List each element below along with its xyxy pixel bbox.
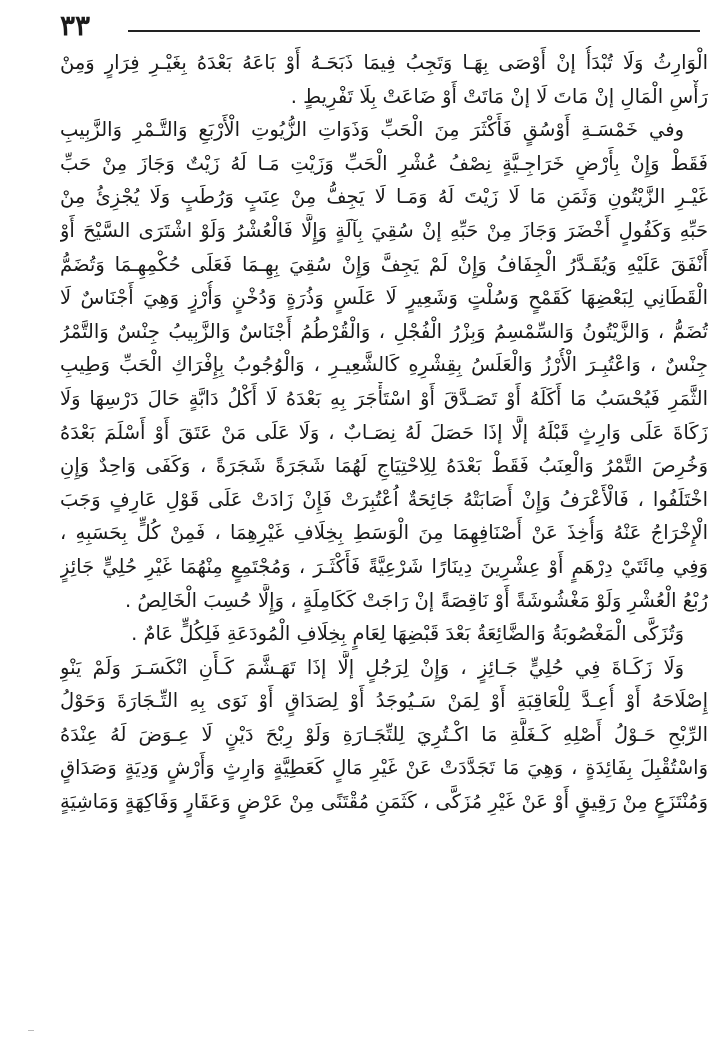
text-line: وَلَا زَكَـاةَ فِي حُلِيٍّ جَـائِزٍ ، وَإِنْ لِرَجُلٍ إلَّا إذَا تَهَـشَّمَ كَـأَنِ انْكَسَـرَ وَلَمْ يَنْوِ — [60, 655, 684, 679]
text-line: الْقَطَانِي لِبَعْضِهَا كَقَمْحٍ وَسُلْتٍ وَشَعِيرٍ لَا عَلَسٍ وَذُرَةٍ وَدُخْنٍ وَأُرْزٍ وَهِيَ أَجْنَاسٌ لَا — [60, 286, 708, 310]
text-line: وفي خَمْسَـةِ أَوْسُقٍ فَأَكْثَرَ مِنَ الْحَبِّ وَذَوَاتِ الزُّيُوتِ الْأَرْبَعِ وَالتَّـمْرِ وَالزَّبِيبِ — [60, 118, 684, 142]
text-line: رَأْسِ الْمَالِ إنْ مَاتَ لَا إنْ مَاتَتْ أَوْ ضَاعَتْ بِلَا تَفْرِيطٍ . — [290, 84, 708, 108]
text-line: وَفِي مِائَتَيْ دِرْهَمٍ أَوْ عِشْرِينَ دِينَارًا شَرْعِيَّةً فَأَكْثَـرَ ، وَمُجْتَمِعٍ مِنْهُمَا غَيْرِ حُلِيٍّ جَائِزٍ — [60, 554, 708, 578]
text-line: وَمُنْتَزَعٍ مِنْ رَقِيقٍ أَوْ عَنْ غَيْرِ مُزَكًّى ، كَثَمَنِ مُقْتَنًى مِنْ عَرْضٍ وَعَقَارٍ وَفَاكِهَةٍ وَمَاشِيَةٍ — [60, 790, 708, 814]
text-line: وَتُزَكَّى الْمَغْصُوبَةُ وَالضَّائِعَةُ بَعْدَ قَبْضِهَا لِعَامٍ بِخِلَافِ الْمُودَعَةِ فَلِكُلٍّ عَامٌ . — [131, 622, 684, 646]
text-line: تُضَمُّ ، وَالزَّيْتُونُ وَالسِّمْسِمُ وَبِزْرُ الْفُجْلِ ، وَالْقُرْطُمُ أَجْنَاسٌ وَالزَّبِيبُ جِنْسٌ وَالتَّمْرُ — [60, 319, 708, 343]
text-line: زَكَاةَ عَلَى وَارِثٍ قَبْلَهُ إلَّا إذَا حَصَلَ لَهُ نِصَـابٌ ، وَلَا عَلَى مَنْ عَتَقَ أَوْ أَسْلَمَ بَعْدَهُ — [60, 420, 708, 444]
text-line: وَاسْتُقْبِلَ بِفَائِدَةٍ ، وَهِيَ مَا تَجَدَّدَتْ عَنْ غَيْرِ مَالٍ كَعَطِيَّةٍ وَارِثٍ وَأَرْشٍ وَدِيَةٍ وَصَدَاقٍ — [60, 756, 708, 780]
header-rule — [128, 30, 700, 32]
text-line: الْإِخْرَاجُ عَنْهُ وَأُخِذَ عَنْ أَصْنَافِهِمَا مِنَ الْوَسَطِ بِخِلَافِ غَيْرِهِمَا ، فَمِنْ كُلٍّ بِحَسَبِهِ ، — [60, 521, 708, 545]
text-body — [60, 46, 708, 819]
text-line: الثَّمَرِ فَيُحْسَبُ مَا أَكَلَهُ أَوْ تَصَـدَّقَ أَوْ اسْتَأْجَرَ بِهِ بَعْدَهُ لَا أَكْلُ دَابَّةٍ حَالَ دَرْسِهَا وَلَا — [60, 386, 708, 410]
text-line: وَخُرِصَ التَّمْرُ وَالْعِنَبُ فَقَطْ بَعْدَهُ لِلِاحْتِيَاجِ لَهُمَا شَجَرَةً شَجَرَةً ، وَكَفَى وَاحِدٌ وَإِنِ — [60, 454, 708, 478]
text-line: إِصْلَاحَهُ أَوْ أُعِـدَّ لِلْعَاقِبَةِ أَوْ لِمَنْ سَـيُوجَدُ أَوْ لِصَدَاقٍ أَوْ نَوَى بِهِ التِّـجَارَةَ وَحَوْلُ — [60, 689, 708, 713]
text-line: غَيْـرِ الزَّيْتُونِ وَثَمَنِ مَا لَا زَيْتَ لَهُ وَمَـا لَا يَجِفُّ مِنْ عِنَبٍ وَرُطَبٍ وَلَا يُجْزِئُ مِنْ — [60, 185, 708, 209]
page-number: ٣٣ — [60, 9, 91, 42]
text-line: فَقَطْ وَإِنْ بِأَرْضٍ خَرَاجِـيَّةٍ نِصْفُ عُشْرِ الْحَبِّ وَزَيْتِ مَـا لَهُ زَيْتٌ وَجَازَ مِنْ حَبِّ — [60, 151, 708, 175]
text-line: الْوَارِثُ وَلَا تُبْدَأُ إنْ أَوْصَى بِهَـا وَتَجِبُ فِيمَا ذَبَحَـهُ أَوْ بَاعَهُ بَعْدَهُ بِغَيْـرِ فِرَارٍ وَمِنْ — [60, 51, 708, 74]
text-line: حَبِّهِ وَكَفُولٍ أَخْضَرَ وَجَازَ مِنْ حَبِّهِ إنْ سُقِيَ بِآلَةٍ وَإِلَّا فَالْعُشْرُ وَلَوْ اشْتَرَى السَّيْحَ أَوْ — [60, 218, 708, 242]
text-line: الرِّبْحِ حَـوْلُ أَصْلِهِ كَـغَلَّةِ مَا اكْـتُرِيَ لِلتِّجَـارَةِ وَلَوْ رِبْحَ دَيْنٍ لَا عِـوَضَ لَهُ عِنْدَهُ — [60, 722, 708, 746]
text-line: رُبْعُ الْعُشْرِ وَلَوْ مَغْشُوشَةً أَوْ نَاقِصَةً إنْ رَاجَتْ كَكَامِلَةٍ ، وَإِلَّا حُسِبَ الْخَالِصُ . — [124, 588, 708, 612]
text-line: جِنْسٌ ، وَاعْتُبِـرَ الْأُرْزُ وَالْعَلَسُ بِقِشْرِهِ كَالشَّعِيـرِ ، وَالْوُجُوبُ بِإِفْرَاكِ الْحَبِّ وَطِيبِ — [60, 353, 708, 377]
page-header — [60, 8, 700, 48]
text-line: أَنْفَقَ عَلَيْهِ وَيُقَـدَّرُ الْجِفَافُ وَإِنْ لَمْ يَجِفَّ وَإِنْ سُقِيَ بِهِـمَا فَعَلَى حُكْمِهِـمَا وَتُضَمُّ — [60, 252, 708, 276]
text-line: اخْتَلَفُوا ، فَالْأَعْرَفُ وَإِنْ أَصَابَتْهُ جَائِحَةٌ اُعْتُبِرَتْ فَإِنْ زَادَتْ عَلَى قَوْلِ عَارِفٍ وَجَبَ — [60, 487, 708, 511]
scan-mark — [28, 1030, 34, 1031]
